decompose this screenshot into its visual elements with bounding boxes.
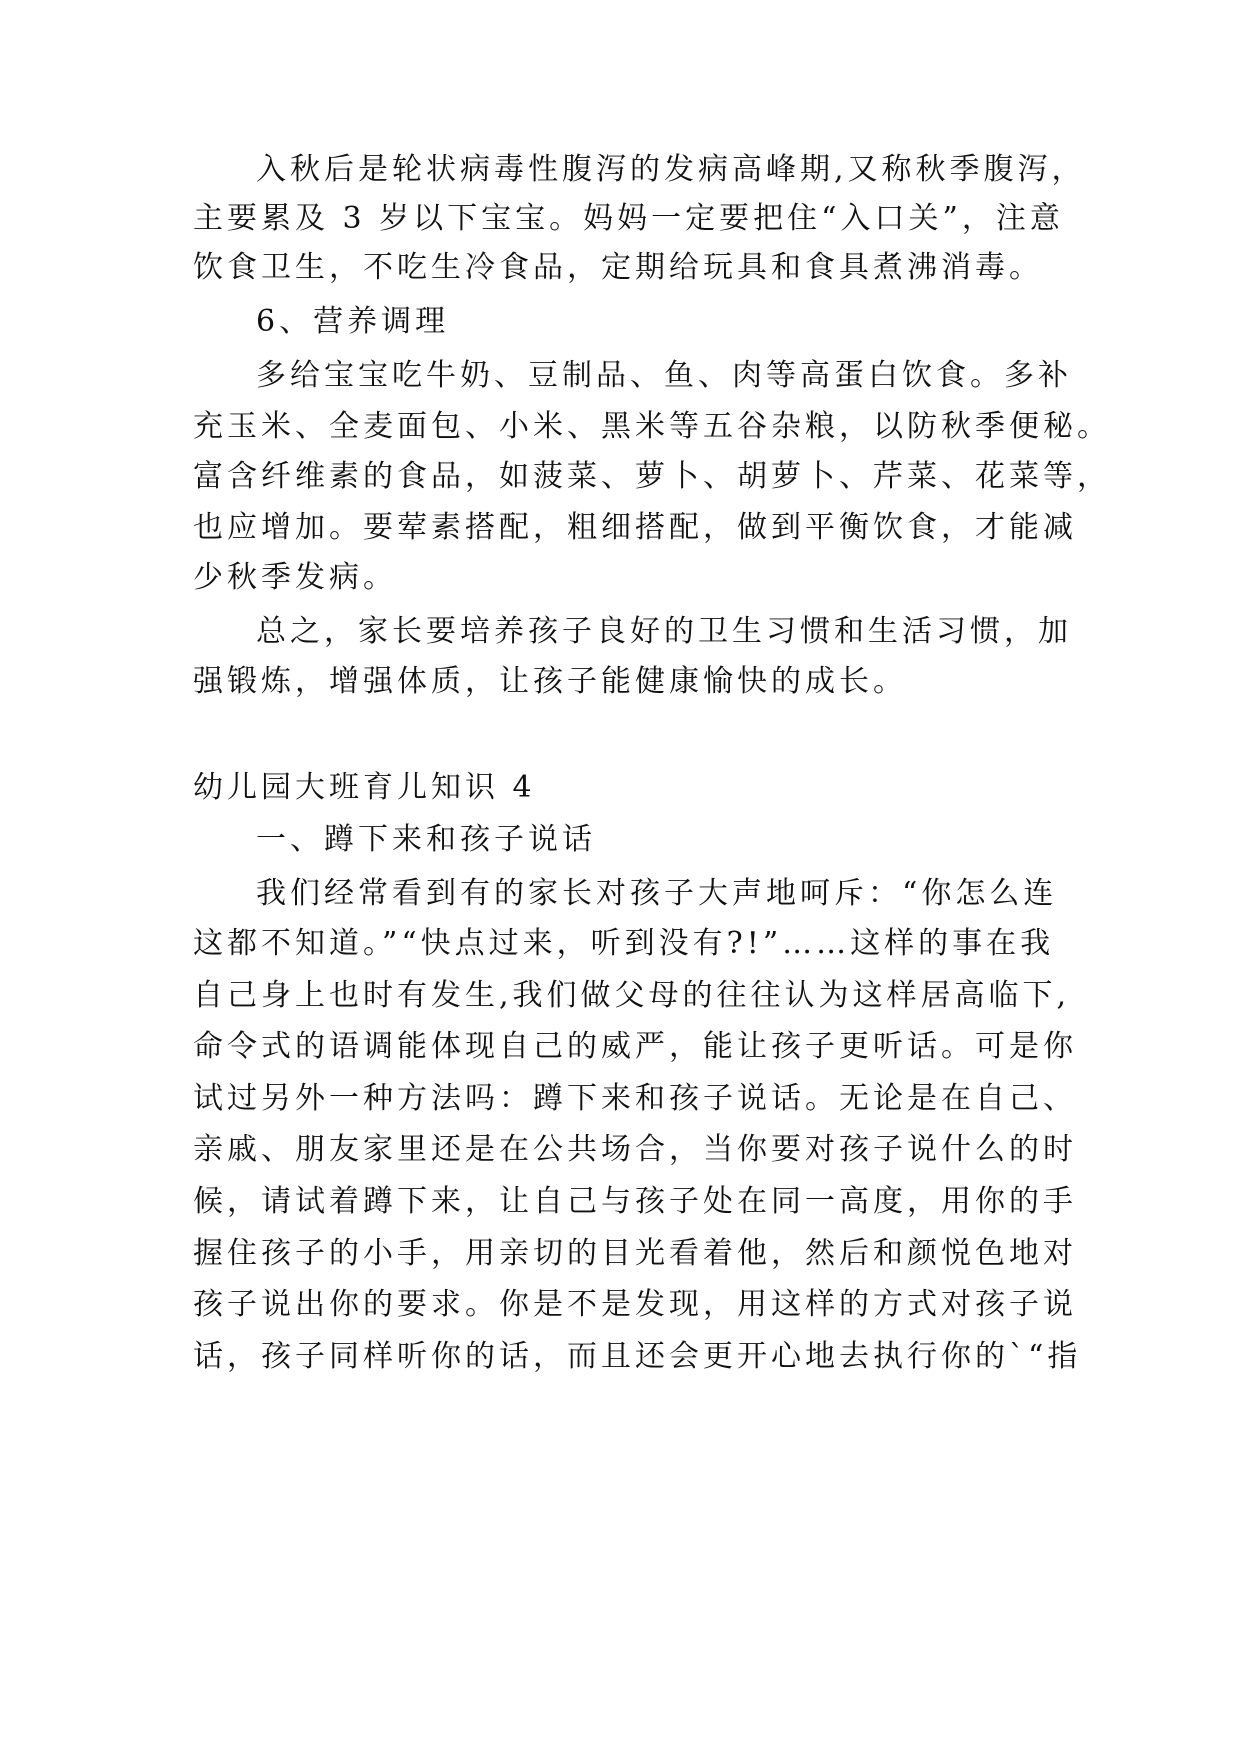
paragraph-line: 握住孩子的小手，用亲切的目光看着他，然后和颜悦色地对 bbox=[193, 1236, 1077, 1271]
paragraph-line: 这都不知道。”“快点过来，听到没有?!”……这样的事在我 bbox=[193, 926, 1055, 961]
paragraph-line: 候，请试着蹲下来，让自己与孩子处在同一高度，用你的手 bbox=[193, 1184, 1077, 1219]
paragraph-line: 多给宝宝吃牛奶、豆制品、鱼、肉等高蛋白饮食。多补 bbox=[256, 358, 1072, 393]
paragraph-line: 少秋季发病。 bbox=[193, 560, 397, 595]
paragraph-line: 强锻炼，增强体质，让孩子能健康愉快的成长。 bbox=[193, 664, 907, 699]
paragraph-line: 亲戚、朋友家里还是在公共场合，当你要对孩子说什么的时 bbox=[193, 1132, 1077, 1167]
paragraph-line: 主要累及 3 岁以下宝宝。妈妈一定要把住“入口关”，注意 bbox=[193, 201, 1064, 236]
section-heading: 6、营养调理 bbox=[256, 304, 450, 339]
paragraph-line: 富含纤维素的食品，如菠菜、萝卜、胡萝卜、芹菜、花菜等， bbox=[193, 459, 1111, 494]
paragraph-line: 自己身上也时有发生,我们做父母的往往认为这样居高临下, bbox=[193, 978, 1071, 1013]
paragraph-line: 总之，家长要培养孩子良好的卫生习惯和生活习惯，加 bbox=[256, 614, 1072, 649]
document-title: 幼儿园大班育儿知识 4 bbox=[193, 770, 536, 805]
paragraph-line: 也应增加。要荤素搭配，粗细搭配，做到平衡饮食，才能减 bbox=[193, 510, 1077, 545]
section-subheading: 一、蹲下来和孩子说话 bbox=[256, 822, 596, 857]
paragraph-line: 我们经常看到有的家长对孩子大声地呵斥：“你怎么连 bbox=[256, 876, 1058, 911]
paragraph-line: 饮食卫生，不吃生冷食品，定期给玩具和食具煮沸消毒。 bbox=[193, 250, 1043, 285]
paragraph-line: 话，孩子同样听你的话，而且还会更开心地去执行你的`“指 bbox=[193, 1339, 1082, 1374]
paragraph-line: 试过另外一种方法吗：蹲下来和孩子说话。无论是在自己、 bbox=[193, 1081, 1077, 1116]
paragraph-line: 孩子说出你的要求。你是不是发现，用这样的方式对孩子说 bbox=[193, 1287, 1077, 1322]
paragraph-line: 充玉米、全麦面包、小米、黑米等五谷杂粮，以防秋季便秘。 bbox=[193, 409, 1111, 444]
paragraph-line: 命令式的语调能体现自己的威严，能让孩子更听话。可是你 bbox=[193, 1029, 1077, 1064]
paragraph-line: 入秋后是轮状病毒性腹泻的发病高峰期,又称秋季腹泻， bbox=[256, 152, 1086, 187]
